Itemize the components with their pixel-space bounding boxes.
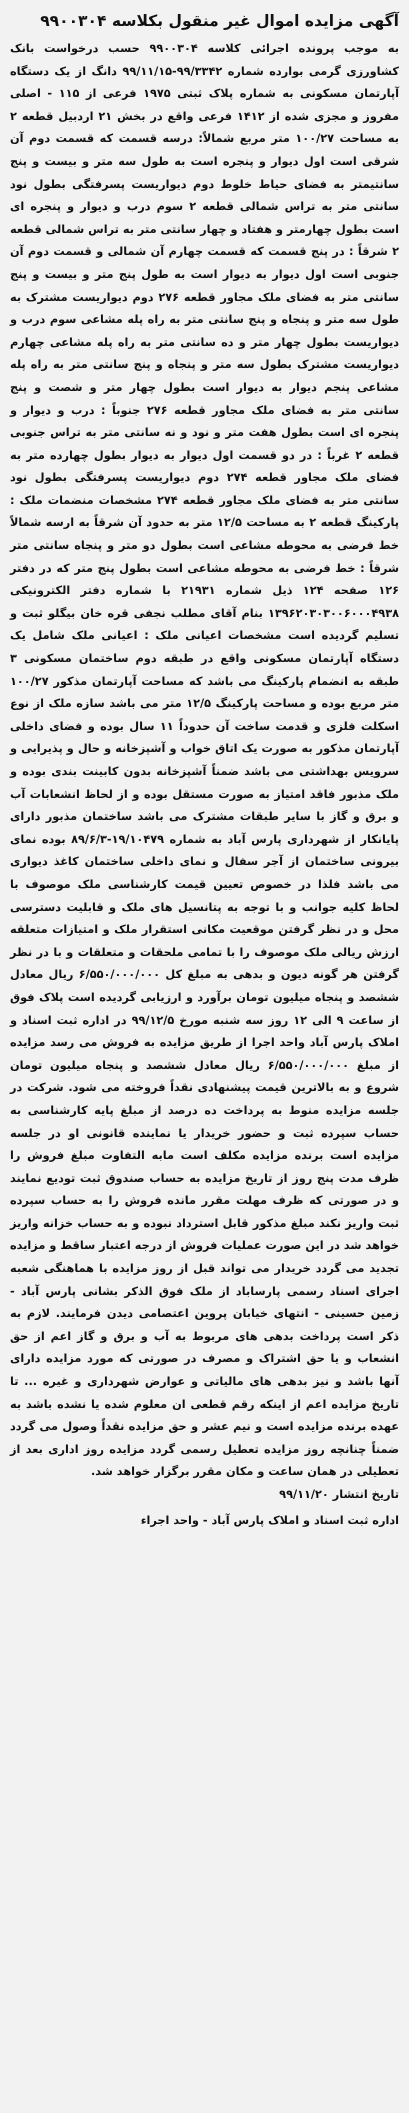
notice-paragraph: به موجب پرونده اجرائی کلاسه ۹۹۰۰۳۰۴ حسب درخواست بانک کشاورزی گرمی بوارده شماره ۹۹/۳۳۴۲-۹۹/۱۱/۱۵ دانگ از یک دستگاه آپارتمان مسکونی به شماره پلاک ثبتی ۱۹۷۵ فرعی از ۱۱۵ - اصلی مفروز و مجزی شده از ۱۴۱۲ فرعی واقع در بخش ۲۱ اردبیل قطعه ۲ به مساحت ۱۰۰/۲۷ متر مربع شمالاً: درسه قسمت که قسمت دوم آن شرقی است اول دیوار و پنجره است به طول سه متر و بیست و پنج سانتیمتر به فضای حیاط خلوط دوم دیواریست پسرفتگی بطول نود سانتی متر به تراس شمالی قطعه ۲ سوم درب و دیوار و پنجره ای است بطول چهارمتر و هفتاد و چهار سانتی متر به تراس شمالی قطعه ۲ شرقاً : در پنج قسمت که قسمت چهارم آن شمالی و قسمت دوم آن جنوبی است اول دیوار به دیوار است به طول پنج متر و بیست و پنج سانتی متر به فضای ملک مجاور قطعه ۲۷۶ دوم دیواریست مشترک به طول سه متر و پنجاه و پنج سانتی متر به راه پله مشاعی سوم درب و دیواریست بطول چهار متر و ده سانتی متر به راه پله مشاعی چهارم دیواریست مشترک بطول سه متر و پنجاه و پنج سانتی متر به راه پله مشاعی پنجم دیوار به دیوار است بطول چهار متر و شصت و پنج سانتی متر به فضای ملک مجاور قطعه ۲۷۶ جنوباً : درب و دیوار و پنجره ای است بطول هفت متر و نود و نه سانتی متر به تراس جنوبی قطعه ۲ غرباً : در دو قسمت اول دیوار به دیوار بطول چهارده متر به فضای ملک مجاور قطعه ۲۷۴ دوم دیواریست پسرفتگی بطول نود سانتی متر به فضای ملک مجاور قطعه ۲۷۴ مشخصات منضمات ملک : پارکینگ قطعه ۲ به مساحت ۱۲/۵ متر به حدود آن شرقاً به ارسه شمالاً خط فرضی به محوطه مشاعی است بطول دو متر و پنجاه سانتی متر شرقاً : خط فرضی به محوطه مشاعی است بطول پنج متر که در دفتر ۱۲۶ صفحه ۱۲۴ ذیل شماره ۲۱۹۳۱ با شماره دفتر الکترونیکی ۱۳۹۶۲۰۳۰۳۰۰۶۰۰۰۴۹۳۸ بنام آقای مطلب نجفی قره خان بیگلو ثبت و تسلیم گردیده است مشخصات اعیانی ملک : اعیانی ملک شامل یک دستگاه آپارتمان مسکونی واقع در طبقه دوم ساختمان مسکونی ۳ طبقه به انضمام پارکینگ می باشد که مساحت آپارتمان مذکور ۱۰۰/۲۷ متر مربع بوده و مساحت پارکینگ ۱۲/۵ متر می باشد سازه ملک از نوع اسکلت فلزی و قدمت ساخت آن حدوداً ۱۱ سال بوده و فضای داخلی آپارتمان مذکور به صورت یک اتاق خواب و آشپزخانه و حال و پذیرایی و سرویس بهداشتی می باشد ضمناً آشپزخانه بدون کابینت بندی بوده و ملک مذبور فاقد امتیاز به صورت مستقل بوده و از لحاظ انشعابات آب و برق و گاز با سایر طبقات مشترک می باشد ساختمان مذبور دارای پایانکار از شهرداری پارس آباد به شماره ۱۹/۱۰۴۷۹-۸۹/۶/۳ بوده نمای بیرونی ساختمان از آجر سفال و نمای داخلی ساختمان کاغذ دیواری می باشد فلذا در خصوص تعیین قیمت کارشناسی ملک موصوف با لحاظ کلیه جوانب و با توجه به پتانسیل های ملک و قابلیت دسترسی محل و در نظر گرفتن موقعیت مکانی استقرار ملک و امتیازات متعلقه ارزش ریالی ملک موصوف را با تمامی ملحقات و متعلقات و با در نظر گرفتن هر گونه دیون و بدهی به مبلغ کل ۶/۵۵۰/۰۰۰/۰۰۰ ریال معادل ششصد و پنجاه میلیون تومان برآورد و ارزیابی گردیده است پلاک فوق از ساعت ۹ الی ۱۲ روز سه شنبه مورخ ۹۹/۱۲/۵ در اداره ثبت اسناد و املاک پارس آباد واحد اجرا از طریق مزایده به فروش می رسد مزایده از مبلغ ۶/۵۵۰/۰۰۰/۰۰۰ ریال معادل ششصد و پنجاه میلیون تومان شروع و به بالاترین قیمت پیشنهادی نقداً فروخته می شود. شرکت در جلسه مزایده منوط به پرداخت ده درصد از مبلغ پایه کارشناسی به حساب سپرده ثبت و حضور خریدار یا نماینده قانونی او در جلسه مزایده است برنده مزایده مکلف است مابه التفاوت مبلغ فروش را ظرف مدت پنج روز از تاریخ مزایده به حساب صندوق ثبت تودیع نمایند و در صورتی که ظرف مهلت مقرر مانده فروش را به حساب سپرده ثبت واریز نکند مبلغ مذکور قابل استرداد نبوده و به حساب خزانه واریز خواهد شد در این صورت عملیات فروش از درجه اعتبار ساقط و مزایده تجدید می گردد خریدار می تواند قبل از روز مزایده با هماهنگی شعبه اجرای اسناد رسمی پارساباد از ملک فوق الذکر بشانی پارس آباد - زمین حسینی - انتهای خیابان پروین اعتصامی دیدن فرمایند. لازم به ذکر است پرداخت بدهی های مربوط به آب و برق و گاز اعم از حق انشعاب و یا حق اشتراک و مصرف در صورتی که مورد مزایده دارای آنها باشد و نیز بدهی های مالیاتی و عوارض شهرداری و غیره ... تا تاریخ مزایده اعم از اینکه رقم قطعی ان معلوم شده یا نشده باشد به عهده برنده مزایده است و نیم عشر و حق مزایده نقداً وصول می گردد ضمناً چنانچه روز مزایده تعطیل رسمی گردد مزایده روز اداری بعد از تعطیلی در همان ساعت و مکان مقرر برگزار خواهد شد. (10, 42, 400, 1479)
notice-footer: اداره ثبت اسناد و املاک پارس آباد - واحد اجراء (140, 1514, 399, 1527)
notice-body (10, 38, 399, 1484)
publication-date: تاریخ انتشار ۹۹/۱۱/۲۰ (279, 1488, 399, 1501)
notice-title: آگهی مزایده اموال غیر منقول بکلاسه ۹۹۰۰۳۰۴ (40, 12, 399, 30)
